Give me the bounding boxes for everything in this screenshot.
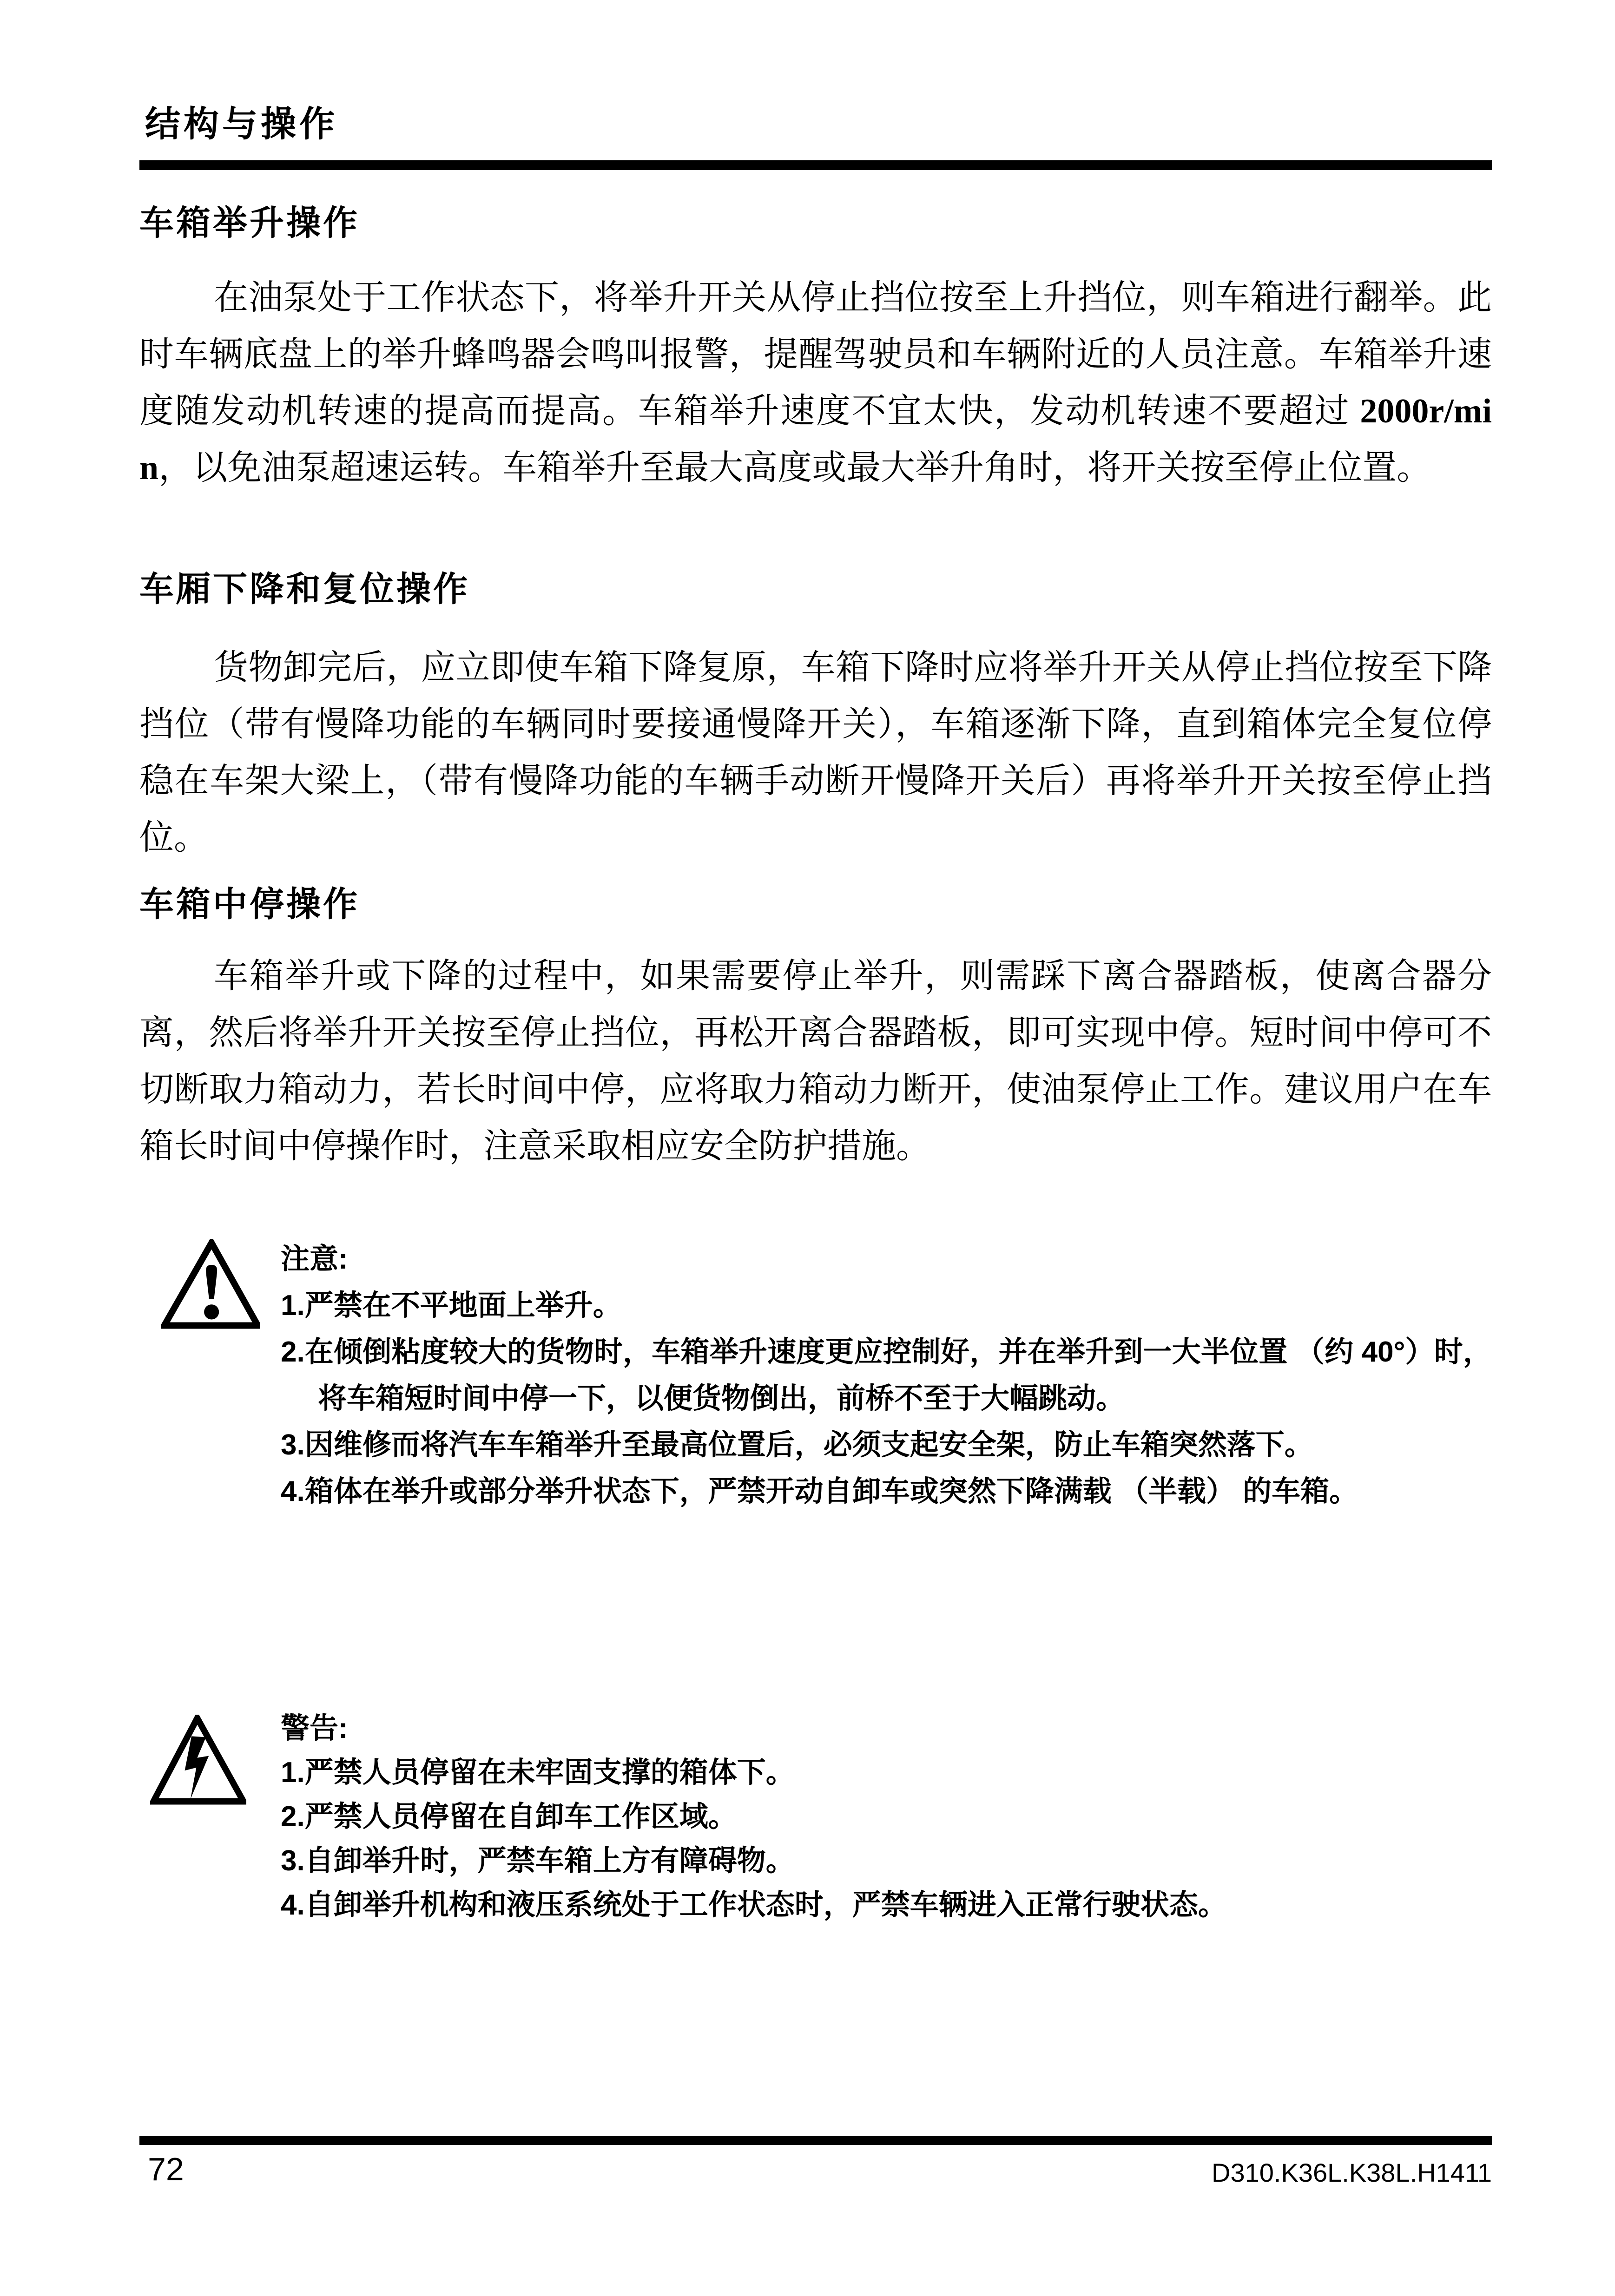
- notice-item: [281, 1329, 1492, 1422]
- item-number: 1.: [281, 1757, 305, 1789]
- notice-label: 注意:: [281, 1243, 348, 1275]
- item-number: 1.: [281, 1289, 305, 1322]
- rpm-limit-value: 2000r/min: [139, 392, 1492, 487]
- item-text: 自卸举升时，严禁车箱上方有障碍物。: [304, 1845, 795, 1877]
- body-paragraph-lift: [139, 270, 1492, 496]
- paragraph-text: 在油泵处于工作状态下，将举升开关从停止挡位按至上升挡位，则车箱进行翻举。此时车辆底盘上的举升蜂鸣器会鸣叫报警，提醒驾驶员和车辆附近的人员注意。车箱举升速度随发动机转速的提高而提高。车箱举升速度不宜太快，发动机转速不要超过: [139, 279, 1492, 430]
- item-text: 严禁人员停留在自卸车工作区域。: [304, 1801, 737, 1833]
- footer-rule: [139, 2136, 1492, 2145]
- item-text: 在倾倒粘度较大的货物时，车箱举升速度更应控制好，并在举升到一大半位置 （约 40°）时，将车箱短时间中停一下，以便货物倒出，前桥不至于大幅跳动。: [304, 1336, 1492, 1414]
- section-heading-lift: 车箱举升操作: [139, 204, 360, 242]
- notice-item: [281, 1283, 1492, 1329]
- item-number: 3.: [281, 1429, 305, 1461]
- paragraph-text: ，以免油泵超速运转。车箱举升至最大高度或最大举升角时，将开关按至停止位置。: [158, 449, 1431, 487]
- item-number: 4.: [281, 1889, 305, 1921]
- item-number: 3.: [281, 1845, 305, 1877]
- notice-block: [281, 1236, 1492, 1515]
- section-heading-mid-stop: 车箱中停操作: [139, 885, 360, 923]
- warning-item: [281, 1750, 1492, 1795]
- warning-label: 警告:: [281, 1712, 348, 1744]
- body-paragraph-lower-reset: 货物卸完后，应立即使车箱下降复原，车箱下降时应将举升开关从停止挡位按至下降挡位（带有慢降功能的车辆同时要接通慢降开关），车箱逐渐下降，直到箱体完全复位停稳在车架大梁上，（带有慢降功能的车辆手动断开慢降开关后）再将举升开关按至停止挡位。: [139, 649, 1492, 857]
- item-text: 自卸举升机构和液压系统处于工作状态时，严禁车辆进入正常行驶状态。: [304, 1889, 1227, 1921]
- notice-item: [281, 1468, 1492, 1515]
- warning-item: [281, 1795, 1492, 1839]
- running-header-title: 结构与操作: [145, 105, 338, 144]
- item-text: 箱体在举升或部分举升状态下，严禁开动自卸车或突然下降满载 （半载） 的车箱。: [304, 1475, 1358, 1507]
- section-heading-lower-reset: 车厢下降和复位操作: [139, 570, 470, 608]
- notice-item: [281, 1422, 1492, 1468]
- alert-triangle-lightning-icon: [150, 1715, 246, 1805]
- body-paragraph-mid-stop: 车箱举升或下降的过程中，如果需要停止举升，则需踩下离合器踏板，使离合器分离，然后将举升开关按至停止挡位，再松开离合器踏板，即可实现中停。短时间中停可不切断取力箱动力，若长时间中停，应将取力箱动力断开，使油泵停止工作。建议用户在车箱长时间中停操作时，注意采取相应安全防护措施。: [139, 957, 1492, 1165]
- item-number: 2.: [281, 1336, 305, 1368]
- warning-block: [281, 1706, 1492, 1927]
- item-text: 严禁在不平地面上举升。: [304, 1289, 622, 1322]
- item-text: 严禁人员停留在未牢固支撑的箱体下。: [304, 1757, 795, 1789]
- footer-document-code: D310.K36L.K38L.H1411: [1212, 2158, 1492, 2187]
- warning-item: [281, 1839, 1492, 1883]
- item-number: 4.: [281, 1475, 305, 1507]
- item-text: 因维修而将汽车车箱举升至最高位置后，必须支起安全架，防止车箱突然落下。: [304, 1429, 1313, 1461]
- alert-triangle-exclamation-icon: [161, 1239, 260, 1329]
- header-rule: [139, 160, 1492, 170]
- warning-item: [281, 1883, 1492, 1927]
- item-number: 2.: [281, 1801, 305, 1833]
- footer-page-number: 72: [148, 2151, 184, 2187]
